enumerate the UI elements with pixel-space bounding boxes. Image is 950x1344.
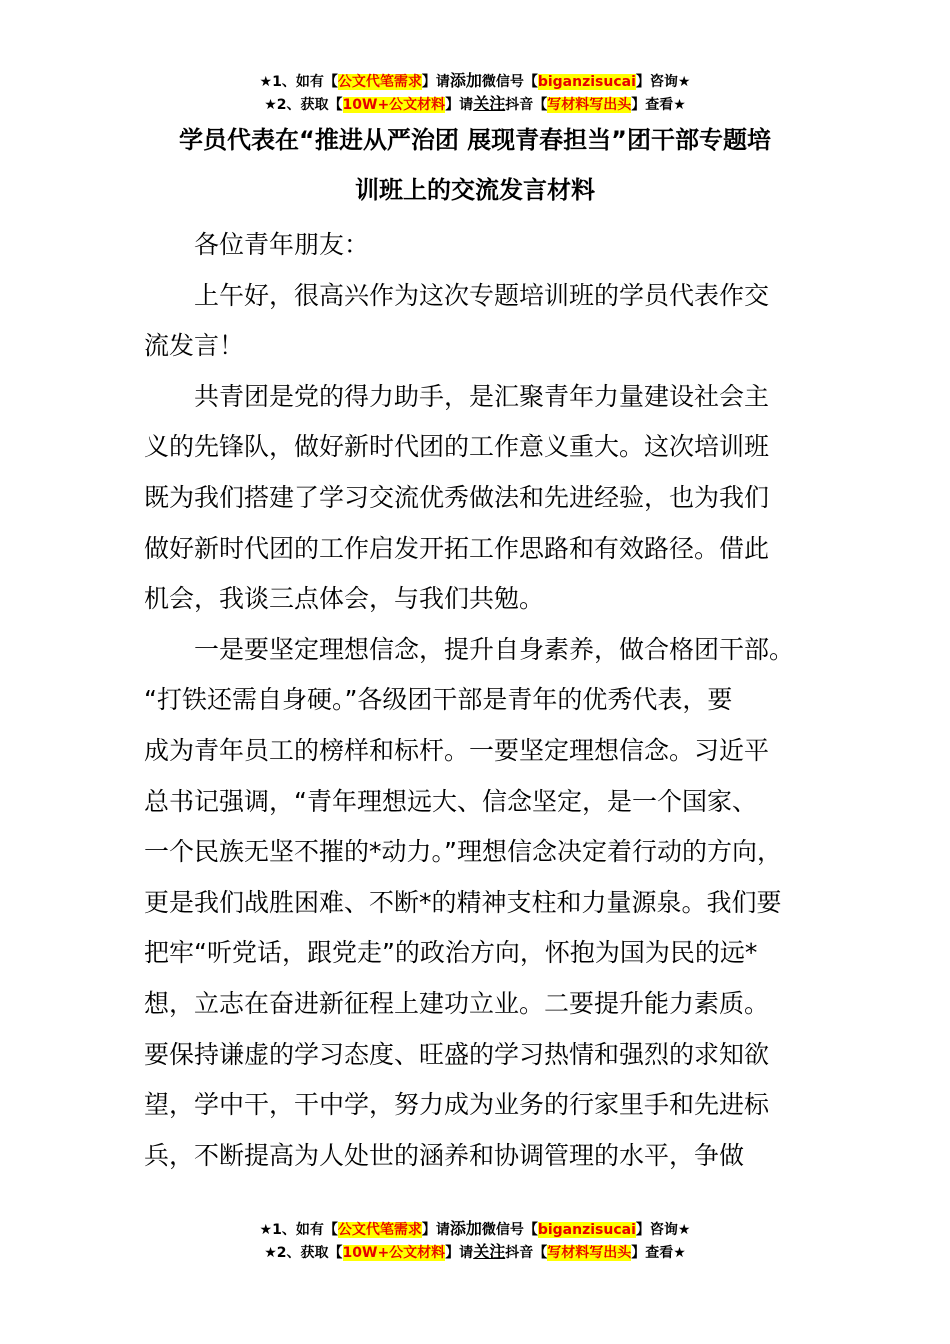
banner-text: 添加: [449, 1219, 482, 1238]
banner-line-2: [0, 93, 950, 116]
banner-wechat-id: biganzisucai: [537, 1222, 636, 1238]
banner-text: 】请: [445, 1245, 474, 1261]
banner-text: 】查看★: [631, 97, 686, 113]
header-banner: [0, 70, 950, 116]
banner-wechat-id: biganzisucai: [537, 74, 636, 90]
banner-text: ★1、如有【: [259, 74, 338, 90]
banner-text: ★2、获取【: [264, 1245, 343, 1261]
banner-highlight: 公文代笔需求: [337, 74, 422, 90]
banner-text: 抖音【: [505, 1245, 548, 1261]
banner-highlight: 10W+公文材料: [342, 1245, 446, 1261]
banner-highlight: 公文代笔需求: [337, 1222, 422, 1238]
body-line: 上午好，很高兴作为这次专题培训班的学员代表作交: [194, 280, 770, 310]
banner-line-2: [0, 1241, 950, 1264]
body-line: 做好新时代团的工作启发开拓工作思路和有效路径。借此: [144, 533, 770, 563]
banner-text: 】请: [421, 1222, 450, 1238]
body-line: 成为青年员工的榜样和标杆。一要坚定理想信念。习近平: [144, 735, 770, 765]
body-line: 义的先锋队，做好新时代团的工作意义重大。这次培训班: [144, 432, 770, 462]
banner-text: 微信号【: [481, 74, 538, 90]
body-line: 把牢“听党话，跟党走”的政治方向，怀抱为国为民的远*: [144, 938, 758, 968]
banner-text: 抖音【: [505, 97, 548, 113]
body-line: 共青团是党的得力助手，是汇聚青年力量建设社会主: [194, 381, 770, 411]
banner-text: ★1、如有【: [259, 1222, 338, 1238]
document-body: [144, 220, 834, 1181]
body-line: 兵，不断提高为人处世的涵养和协调管理的水平，争做: [144, 1140, 745, 1170]
document-title-line-2: 训班上的交流发言材料: [355, 176, 595, 204]
banner-text: 】咨询★: [635, 74, 691, 90]
footer-banner: [0, 1218, 950, 1264]
body-line: “打铁还需自身硬。”各级团干部是青年的优秀代表，要: [144, 685, 733, 715]
body-line: 一个民族无坚不摧的*动力。”理想信念决定着行动的方向，: [144, 837, 782, 867]
body-line: 流发言！: [144, 331, 245, 361]
banner-line-1: [0, 1218, 950, 1241]
banner-text: 】请: [421, 74, 450, 90]
banner-text: 】请: [445, 97, 474, 113]
banner-text: ★2、获取【: [264, 97, 343, 113]
body-line: 各位青年朋友：: [194, 230, 370, 259]
body-line: 想，立志在奋进新征程上建功立业。二要提升能力素质。: [144, 988, 770, 1018]
banner-douyin-id: 写材料写出头: [547, 97, 632, 113]
body-line: 既为我们搭建了学习交流优秀做法和先进经验，也为我们: [144, 482, 770, 512]
body-line: 总书记强调，“青年理想远大、信念坚定，是一个国家、: [144, 786, 757, 816]
body-line: 机会，我谈三点体会，与我们共勉。: [144, 584, 545, 614]
body-line: 望，学中干，干中学，努力成为业务的行家里手和先进标: [144, 1090, 770, 1120]
body-line: 一是要坚定理想信念，提升自身素养，做合格团干部。: [194, 634, 795, 664]
banner-text: 添加: [449, 71, 482, 90]
banner-text: 微信号【: [481, 1222, 538, 1238]
banner-line-1: [0, 70, 950, 93]
banner-text: 关注: [473, 1242, 506, 1261]
banner-text: 】咨询★: [635, 1222, 691, 1238]
banner-text: 】查看★: [631, 1245, 686, 1261]
banner-text: 关注: [473, 94, 506, 113]
document-title-line-1: 学员代表在“推进从严治团 展现青春担当”团干部专题培: [179, 126, 771, 154]
body-line: 更是我们战胜困难、不断*的精神支柱和力量源泉。我们要: [144, 887, 782, 917]
body-line: 要保持谦虚的学习态度、旺盛的学习热情和强烈的求知欲: [144, 1039, 770, 1069]
banner-douyin-id: 写材料写出头: [547, 1245, 632, 1261]
banner-highlight: 10W+公文材料: [342, 97, 446, 113]
